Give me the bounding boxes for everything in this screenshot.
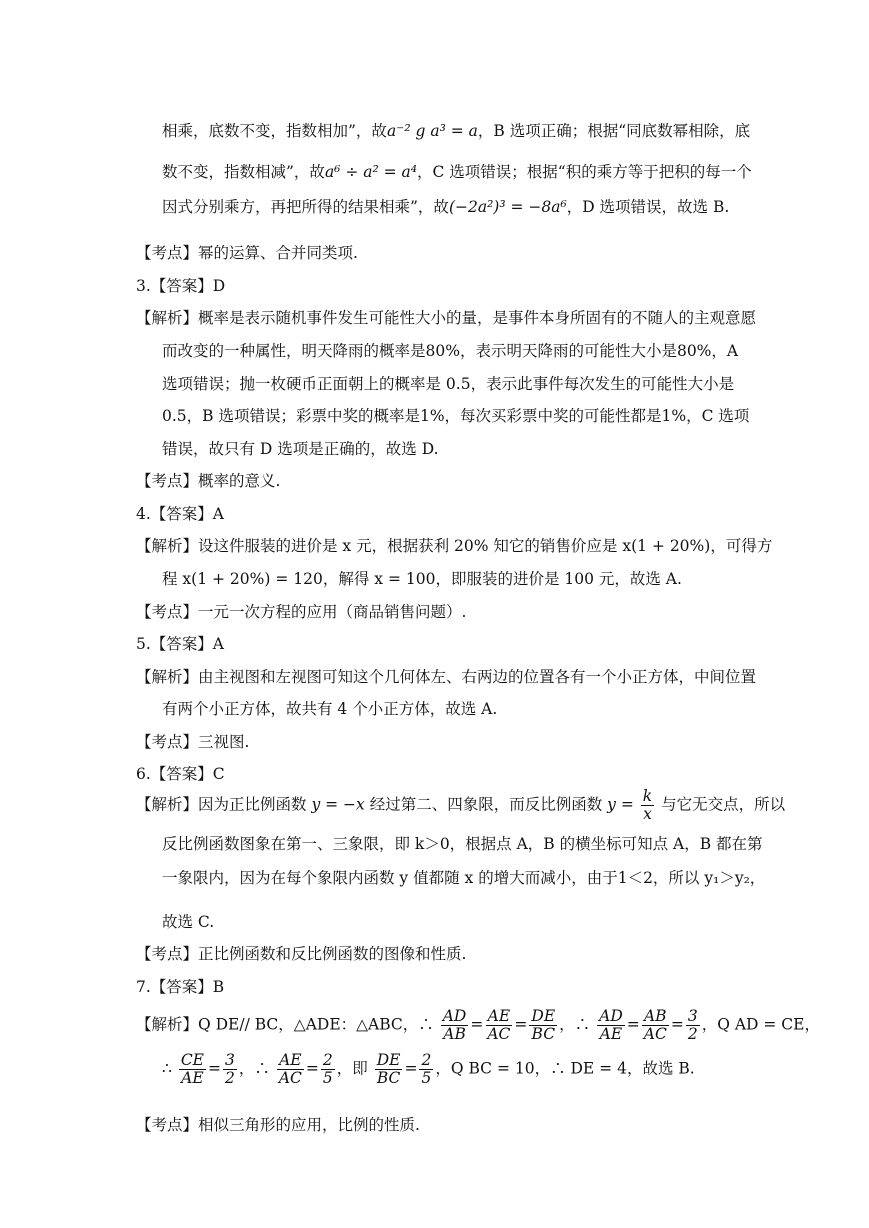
text: 与它无交点，所以 <box>661 795 786 814</box>
text-line <box>162 121 750 141</box>
denominator: AE <box>181 1069 204 1087</box>
text-line: 程 x(1 + 20%) = 120，解得 x = 100，即服装的进价是 100 元，故选 A. <box>162 570 682 588</box>
text-line: 选项错误；抛一枚硬币正面朝上的概率是 0.5，表示此事件每次发生的可能性大小是 <box>162 375 735 393</box>
text: ，即 <box>336 1059 368 1078</box>
text-line: 0.5，B 选项错误；彩票中奖的概率是1%，每次买彩票中奖的可能性都是1%，C 选项 <box>162 407 750 425</box>
denominator: AC <box>643 1025 667 1043</box>
numerator: CE <box>180 1051 204 1069</box>
text: 因式分别乘方，再把所得的结果相乘”，故 <box>162 198 449 216</box>
equals-sign: = <box>470 1015 484 1034</box>
fraction <box>375 1052 403 1087</box>
denominator: x <box>643 805 652 823</box>
denominator: BC <box>376 1069 401 1087</box>
text: 【解析】Q DE// BC，△ADE：△ABC，∴ <box>136 1015 434 1034</box>
kaodian-line: 【考点】相似三角形的应用，比例的性质. <box>136 1116 420 1134</box>
numerator: AE <box>279 1051 302 1069</box>
math-expression: y = −x <box>311 795 365 814</box>
text-line: 错误，故只有 D 选项是正确的，故选 D. <box>162 440 439 458</box>
kaodian-line: 【考点】概率的意义. <box>136 472 281 490</box>
denominator: 2 <box>225 1069 235 1087</box>
numerator: 3 <box>687 1007 698 1025</box>
numerator: AD <box>442 1007 467 1025</box>
answer-line: 6.【答案】C <box>136 765 225 783</box>
fraction <box>485 1008 512 1043</box>
kaodian-line: 【考点】幂的运算、合并同类项. <box>136 244 358 262</box>
fraction <box>277 1052 304 1087</box>
text-line <box>162 162 752 182</box>
denominator: AE <box>599 1025 623 1043</box>
numerator: AD <box>599 1007 623 1025</box>
fraction <box>419 1052 433 1087</box>
analysis-line: 【解析】概率是表示随机事件发生可能性大小的量，是事件本身所固有的不随人的主观意愿 <box>136 309 757 327</box>
answer-line: 5.【答案】A <box>136 635 224 653</box>
text: ，Q AD = CE， <box>701 1015 820 1034</box>
fraction <box>321 1052 335 1087</box>
math-expression: (−2a²)³ = −8a⁶ <box>448 198 567 216</box>
equals-sign: = <box>305 1059 319 1078</box>
equals-sign: = <box>626 1015 640 1034</box>
denominator: 5 <box>421 1069 432 1087</box>
equals-sign: = <box>514 1015 528 1034</box>
text: 相乘，底数不变，指数相加”，故 <box>162 122 387 140</box>
numerator: AE <box>487 1007 511 1025</box>
kaodian-line: 【考点】正比例函数和反比例函数的图像和性质. <box>136 945 467 963</box>
kaodian-line: 【考点】一元一次方程的应用（商品销售问题）. <box>136 603 467 621</box>
text: ，∴ <box>238 1059 270 1078</box>
denominator: BC <box>531 1025 556 1043</box>
numerator: 2 <box>322 1051 333 1069</box>
text: ∴ <box>162 1059 172 1078</box>
numerator: DE <box>531 1007 556 1025</box>
answer-line: 3.【答案】D <box>136 277 226 295</box>
fraction <box>179 1052 206 1087</box>
denominator: 2 <box>687 1025 698 1043</box>
text: 【解析】因为正比例函数 <box>136 795 307 814</box>
text: ，C 选项错误；根据“积的乘方等于把积的每一个 <box>416 163 752 181</box>
denominator: AC <box>487 1025 511 1043</box>
fraction <box>641 788 654 823</box>
text: ，Q BC = 10，∴ DE = 4，故选 B. <box>435 1059 695 1078</box>
math-expression: y = <box>607 795 634 814</box>
text: 经过第二、四象限，而反比例函数 <box>369 795 603 814</box>
text-line <box>162 197 729 217</box>
answer-line: 4.【答案】A <box>136 505 224 523</box>
fraction <box>686 1008 700 1043</box>
fraction <box>441 1008 469 1043</box>
numerator: 3 <box>225 1051 235 1069</box>
text: 数不变，指数相减”，故 <box>162 163 325 181</box>
fraction <box>223 1052 237 1087</box>
denominator: AC <box>278 1069 302 1087</box>
answer-line: 7.【答案】B <box>136 978 225 996</box>
text: ，D 选项错误，故选 B. <box>566 198 730 216</box>
text-line: 故选 C. <box>162 913 215 931</box>
analysis-line: 【解析】由主视图和左视图可知这个几何体左、右两边的位置各有一个小正方体，中间位置 <box>136 668 757 686</box>
text: ，B 选项正确；根据“同底数幂相除，底 <box>477 122 751 140</box>
analysis-line <box>136 1008 820 1043</box>
text: ，∴ <box>559 1015 591 1034</box>
fraction <box>529 1008 557 1043</box>
numerator: 2 <box>421 1051 432 1069</box>
fraction <box>642 1008 669 1043</box>
numerator: DE <box>376 1051 401 1069</box>
equals-sign: = <box>404 1059 418 1078</box>
math-expression: a⁻² g a³ = a <box>386 122 478 140</box>
text-line: 有两个小正方体，故共有 4 个小正方体，故选 A. <box>162 700 498 718</box>
analysis-line <box>136 788 785 823</box>
math-expression: a⁶ ÷ a² = a⁴ <box>324 163 417 181</box>
equals-sign: = <box>670 1015 684 1034</box>
equals-sign: = <box>208 1059 221 1078</box>
fraction <box>597 1008 625 1043</box>
text-line: 反比例函数图象在第一、三象限，即 k＞0，根据点 A，B 的横坐标可知点 A，B 都在第 <box>162 835 763 853</box>
numerator: AB <box>643 1007 667 1025</box>
text-line <box>162 1052 695 1087</box>
analysis-line: 【解析】设这件服装的进价是 x 元，根据获利 20% 知它的销售价应是 x(1 + 20%)，可得方 <box>136 537 773 555</box>
denominator: 5 <box>322 1069 333 1087</box>
kaodian-line: 【考点】三视图. <box>136 733 250 751</box>
denominator: AB <box>443 1025 466 1043</box>
text-line: 而改变的一种属性，明天降雨的概率是80%，表示明天降雨的可能性大小是80%，A <box>162 342 739 360</box>
text-line: 一象限内，因为在每个象限内函数 y 值都随 x 的增大而减小，由于1＜2，所以 y₁＞y₂， <box>162 869 766 887</box>
numerator: k <box>642 787 653 805</box>
